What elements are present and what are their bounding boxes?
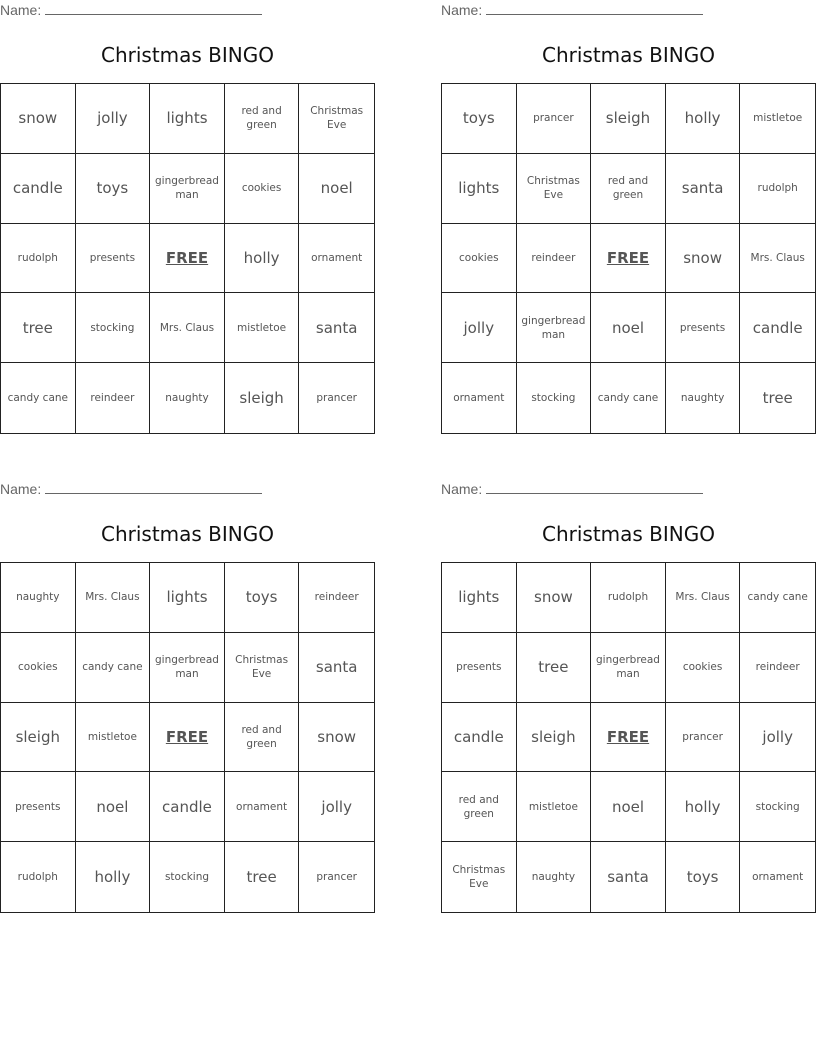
bingo-card-3 bbox=[0, 479, 375, 914]
bingo-cell: Mrs. Claus bbox=[666, 563, 741, 633]
free-space: FREE bbox=[591, 224, 666, 294]
card-title: Christmas BINGO bbox=[541, 522, 716, 546]
name-line bbox=[0, 2, 262, 18]
bingo-cell: rudolph bbox=[740, 154, 815, 224]
bingo-cell: prancer bbox=[517, 84, 592, 154]
bingo-cell: toys bbox=[225, 563, 300, 633]
free-space: FREE bbox=[150, 224, 225, 294]
bingo-cell: presents bbox=[1, 772, 76, 842]
bingo-cell: santa bbox=[299, 633, 374, 703]
bingo-cell: noel bbox=[76, 772, 151, 842]
bingo-cell: stocking bbox=[517, 363, 592, 433]
bingo-cell: jolly bbox=[299, 772, 374, 842]
bingo-cell: jolly bbox=[76, 84, 151, 154]
bingo-card-1 bbox=[0, 0, 375, 435]
card-title: Christmas BINGO bbox=[100, 522, 275, 546]
bingo-cell: reindeer bbox=[740, 633, 815, 703]
name-blank[interactable] bbox=[486, 2, 703, 15]
bingo-cell: jolly bbox=[442, 293, 517, 363]
bingo-cell: toys bbox=[666, 842, 741, 912]
bingo-cell: ornament bbox=[442, 363, 517, 433]
bingo-card-2 bbox=[441, 0, 816, 435]
name-blank[interactable] bbox=[486, 481, 703, 494]
bingo-cell: candle bbox=[442, 703, 517, 773]
bingo-cell: toys bbox=[76, 154, 151, 224]
bingo-cell: gingerbread man bbox=[517, 293, 592, 363]
bingo-cell: candle bbox=[150, 772, 225, 842]
bingo-cell: noel bbox=[591, 293, 666, 363]
bingo-cell: snow bbox=[666, 224, 741, 294]
bingo-cell: holly bbox=[666, 84, 741, 154]
bingo-cell: candy cane bbox=[740, 563, 815, 633]
bingo-cell: candy cane bbox=[591, 363, 666, 433]
bingo-cell: candle bbox=[1, 154, 76, 224]
bingo-cell: santa bbox=[299, 293, 374, 363]
bingo-cell: tree bbox=[762, 388, 793, 407]
bingo-cell: prancer bbox=[316, 871, 357, 883]
bingo-cell: mistletoe bbox=[517, 772, 592, 842]
name-label: Name: bbox=[441, 2, 483, 18]
bingo-grid bbox=[0, 562, 375, 913]
free-space: FREE bbox=[150, 703, 225, 773]
bingo-cell: reindeer bbox=[517, 224, 592, 294]
bingo-cell: naughty bbox=[666, 363, 741, 433]
bingo-cell: gingerbread man bbox=[150, 633, 225, 703]
bingo-cell: sleigh bbox=[225, 363, 300, 433]
bingo-cell: lights bbox=[150, 84, 225, 154]
bingo-cell: gingerbread man bbox=[591, 633, 666, 703]
bingo-cell: cookies bbox=[225, 154, 300, 224]
bingo-cell: jolly bbox=[740, 703, 815, 773]
name-line bbox=[0, 481, 262, 497]
name-line bbox=[441, 2, 703, 18]
bingo-cell: snow bbox=[517, 563, 592, 633]
bingo-cell: tree bbox=[225, 842, 300, 912]
bingo-cell: tree bbox=[1, 293, 76, 363]
bingo-card-4 bbox=[441, 479, 816, 914]
name-blank[interactable] bbox=[45, 2, 262, 15]
bingo-cell: sleigh bbox=[591, 84, 666, 154]
bingo-grid bbox=[441, 83, 816, 434]
bingo-cell: santa bbox=[666, 154, 741, 224]
bingo-cell: cookies bbox=[1, 633, 76, 703]
bingo-cell: red and green bbox=[225, 84, 300, 154]
bingo-cell: holly bbox=[666, 772, 741, 842]
bingo-cell: rudolph bbox=[591, 563, 666, 633]
bingo-cell: naughty bbox=[150, 363, 225, 433]
name-label: Name: bbox=[441, 481, 483, 497]
bingo-cell: gingerbread man bbox=[150, 154, 225, 224]
bingo-cell: cookies bbox=[666, 633, 741, 703]
bingo-cell: snow bbox=[1, 84, 76, 154]
bingo-cell: noel bbox=[299, 154, 374, 224]
bingo-cell: Mrs. Claus bbox=[150, 293, 225, 363]
name-line bbox=[441, 481, 703, 497]
bingo-cell: candy cane bbox=[1, 363, 76, 433]
bingo-cell: stocking bbox=[740, 772, 815, 842]
bingo-cell: snow bbox=[299, 703, 374, 773]
name-label: Name: bbox=[0, 2, 42, 18]
bingo-cell: cookies bbox=[442, 224, 517, 294]
card-title: Christmas BINGO bbox=[541, 43, 716, 67]
bingo-cell: tree bbox=[517, 633, 592, 703]
bingo-cell: stocking bbox=[76, 293, 151, 363]
bingo-cell: mistletoe bbox=[76, 703, 151, 773]
bingo-grid bbox=[441, 562, 816, 913]
bingo-cell: ornament bbox=[225, 772, 300, 842]
bingo-cell: holly bbox=[76, 842, 151, 912]
bingo-grid bbox=[0, 83, 375, 434]
bingo-cell: presents bbox=[666, 293, 741, 363]
bingo-cell: holly bbox=[225, 224, 300, 294]
bingo-cell: noel bbox=[591, 772, 666, 842]
bingo-cell: lights bbox=[442, 154, 517, 224]
bingo-cell: candle bbox=[740, 293, 815, 363]
bingo-cell: Christmas Eve bbox=[299, 84, 374, 154]
free-space: FREE bbox=[591, 703, 666, 773]
bingo-cell: lights bbox=[150, 563, 225, 633]
bingo-cell: Christmas Eve bbox=[442, 842, 517, 912]
bingo-cell: naughty bbox=[1, 563, 76, 633]
bingo-cell: lights bbox=[442, 563, 517, 633]
name-blank[interactable] bbox=[45, 481, 262, 494]
bingo-cell: ornament bbox=[299, 224, 374, 294]
bingo-cell: Christmas Eve bbox=[517, 154, 592, 224]
bingo-cell: stocking bbox=[150, 842, 225, 912]
card-title: Christmas BINGO bbox=[100, 43, 275, 67]
bingo-cell: ornament bbox=[752, 871, 804, 883]
bingo-cell: Christmas Eve bbox=[225, 633, 300, 703]
bingo-cell: red and green bbox=[591, 154, 666, 224]
bingo-cell: reindeer bbox=[76, 363, 151, 433]
bingo-cell: mistletoe bbox=[740, 84, 815, 154]
bingo-cell: rudolph bbox=[1, 224, 76, 294]
bingo-cell: prancer bbox=[316, 392, 357, 404]
bingo-cell: red and green bbox=[225, 703, 300, 773]
bingo-cell: rudolph bbox=[1, 842, 76, 912]
name-label: Name: bbox=[0, 481, 42, 497]
bingo-cell: presents bbox=[76, 224, 151, 294]
bingo-cell: Mrs. Claus bbox=[76, 563, 151, 633]
bingo-cell: santa bbox=[591, 842, 666, 912]
bingo-cell: presents bbox=[442, 633, 517, 703]
bingo-cell: sleigh bbox=[517, 703, 592, 773]
bingo-cell: sleigh bbox=[1, 703, 76, 773]
bingo-cell: reindeer bbox=[299, 563, 374, 633]
bingo-cell: candy cane bbox=[76, 633, 151, 703]
bingo-cell: Mrs. Claus bbox=[740, 224, 815, 294]
bingo-cell: mistletoe bbox=[225, 293, 300, 363]
bingo-cell: prancer bbox=[666, 703, 741, 773]
bingo-cell: naughty bbox=[517, 842, 592, 912]
bingo-cell: toys bbox=[442, 84, 517, 154]
bingo-cell: red and green bbox=[442, 772, 517, 842]
